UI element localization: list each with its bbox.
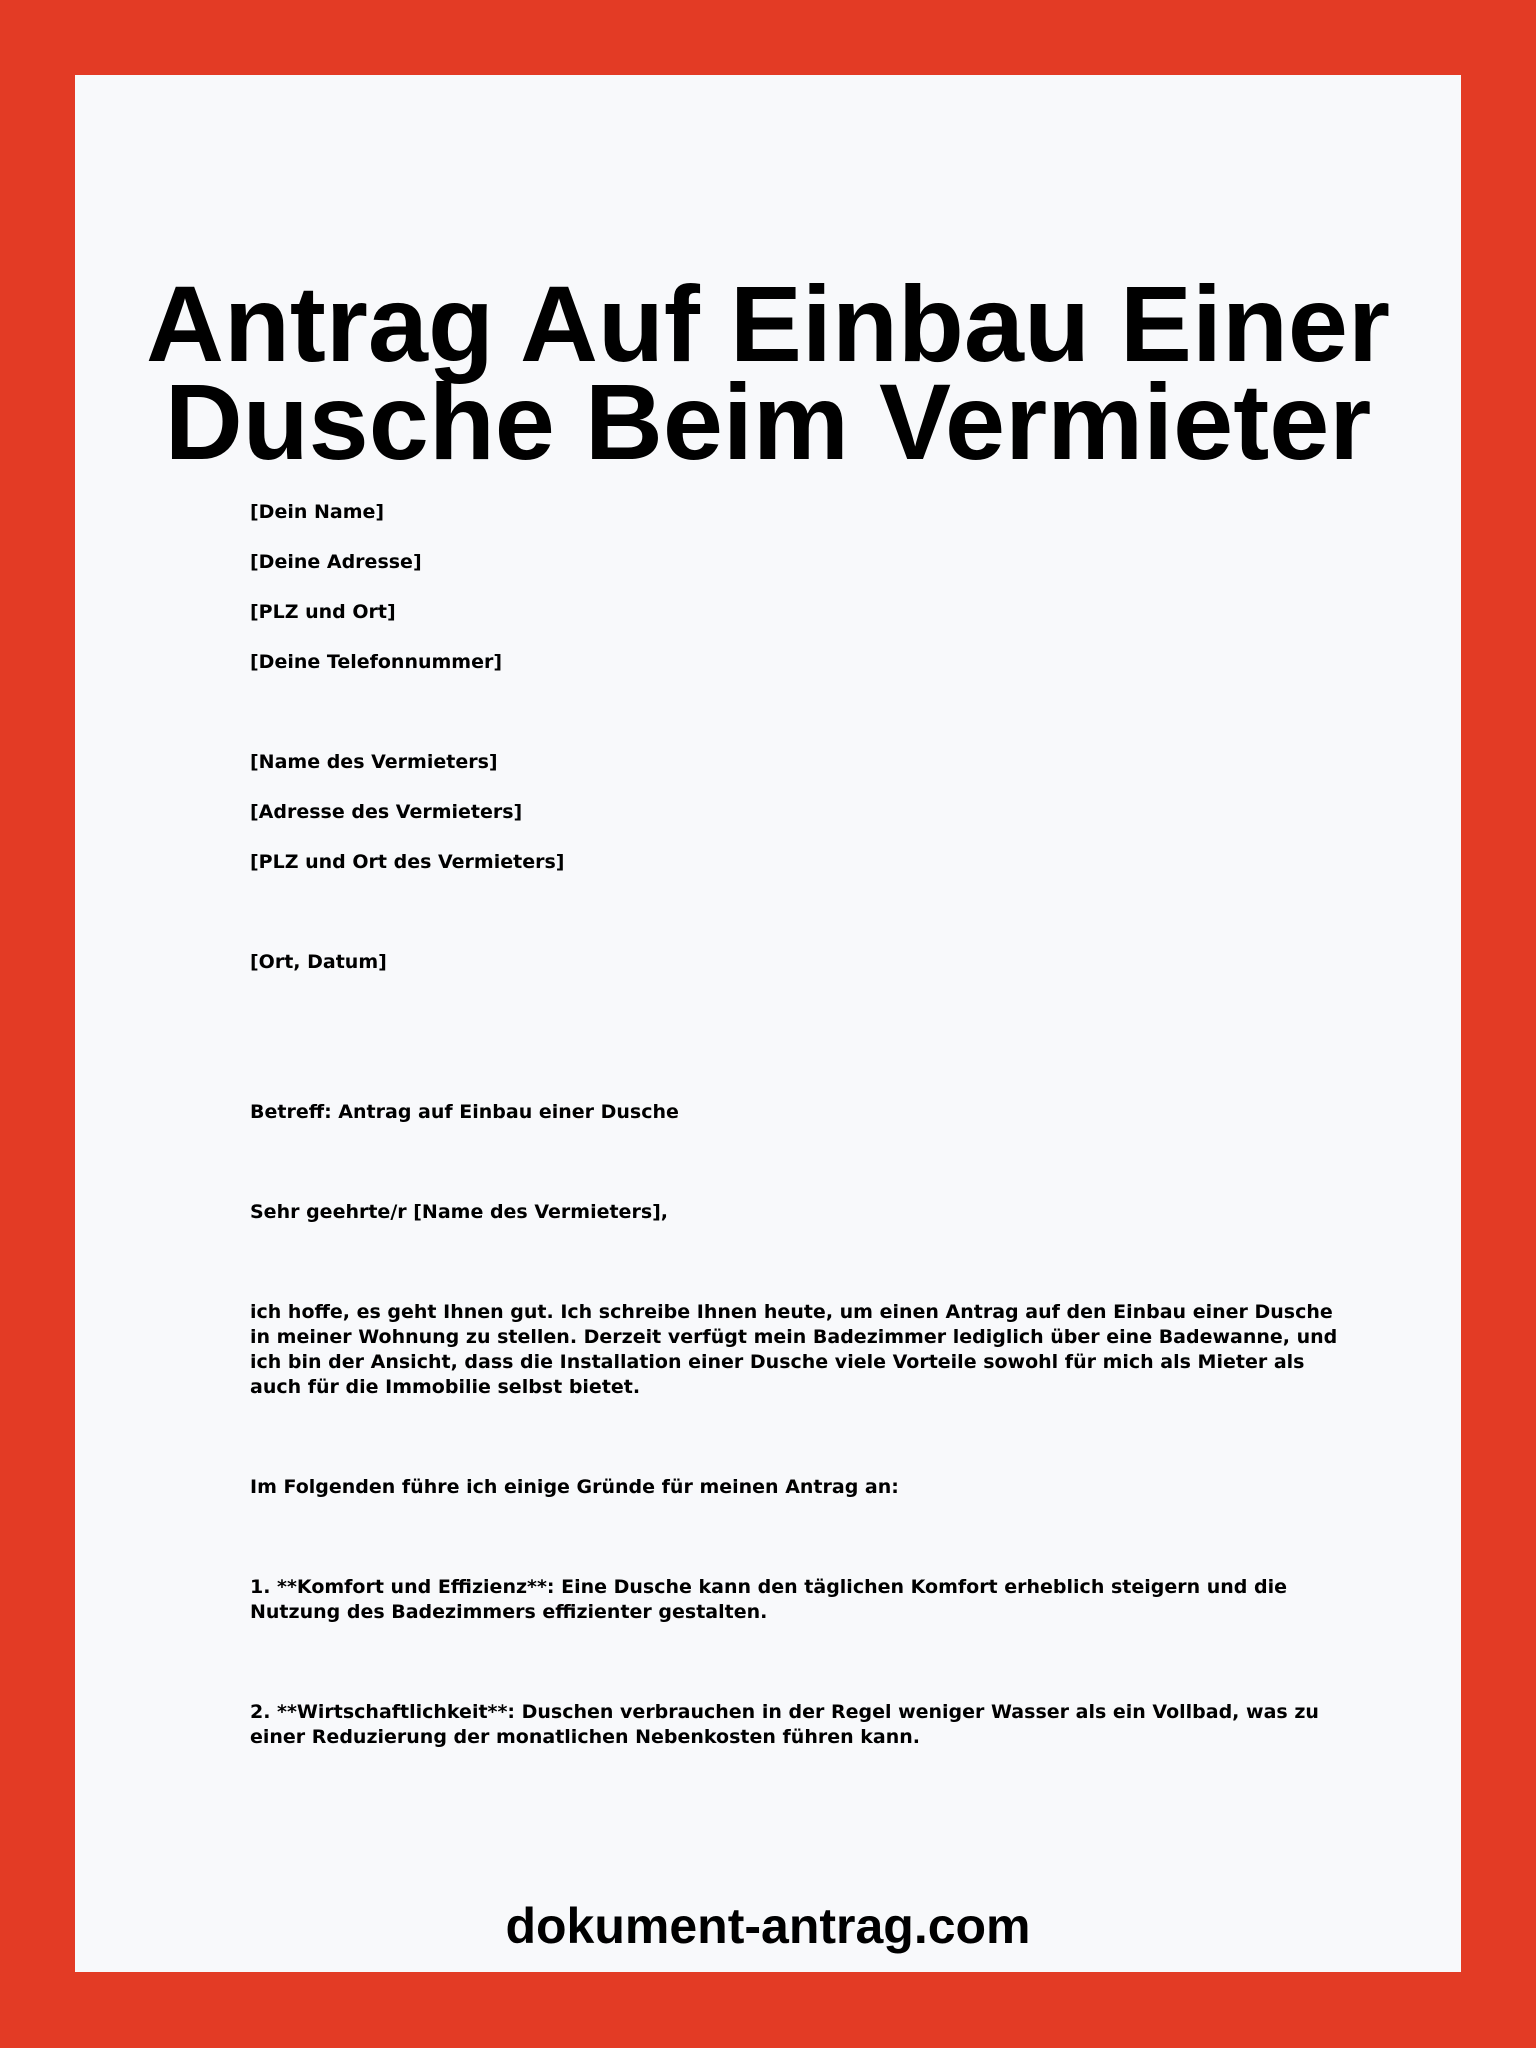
place-date: [Ort, Datum] <box>250 951 387 973</box>
footer-domain: dokument-antrag.com <box>505 1898 1031 1954</box>
sender-name: [Dein Name] <box>250 501 385 523</box>
reason-item-2: 2. **Wirtschaftlichkeit**: Duschen verbrauchen in der Regel weniger Wasser als ein Vollbad, was zu einer Reduzierung der monatlichen Nebenkosten führen kann. <box>250 1701 1319 1748</box>
subject-line: Betreff: Antrag auf Einbau einer Dusche <box>250 1101 679 1123</box>
document-title-line-1: Antrag Auf Einbau Einer <box>145 263 1391 384</box>
sender-phone: [Deine Telefonnummer] <box>250 651 503 673</box>
salutation: Sehr geehrte/r [Name des Vermieters], <box>250 1201 669 1223</box>
reason-item-1: 1. **Komfort und Effizienz**: Eine Dusche kann den täglichen Komfort erheblich steigern und die Nutzung des Badezimmers effizienter gestalten. <box>250 1576 1288 1623</box>
document-page <box>75 75 1461 1972</box>
document-title-line-2: Dusche Beim Vermieter <box>164 361 1372 482</box>
sender-address: [Deine Adresse] <box>250 551 422 573</box>
document-title <box>75 263 1461 482</box>
recipient-name: [Name des Vermieters] <box>250 751 498 773</box>
sender-zip-city: [PLZ und Ort] <box>250 601 396 623</box>
recipient-zip-city: [PLZ und Ort des Vermieters] <box>250 851 565 873</box>
intro-paragraph: ich hoffe, es geht Ihnen gut. Ich schreibe Ihnen heute, um einen Antrag auf den Einbau einer Dusche in meiner Wohnung zu stellen. Derzeit verfügt mein Badezimmer lediglich über eine Badewanne, und ich bin der Ansicht, dass die Installation einer Dusche viele Vorteile sowohl für mich als Mieter als auch für die Immobilie selbst bietet. <box>250 1301 1338 1398</box>
reasons-lead: Im Folgenden führe ich einige Gründe für meinen Antrag an: <box>250 1476 899 1498</box>
recipient-address: [Adresse des Vermieters] <box>250 801 523 823</box>
